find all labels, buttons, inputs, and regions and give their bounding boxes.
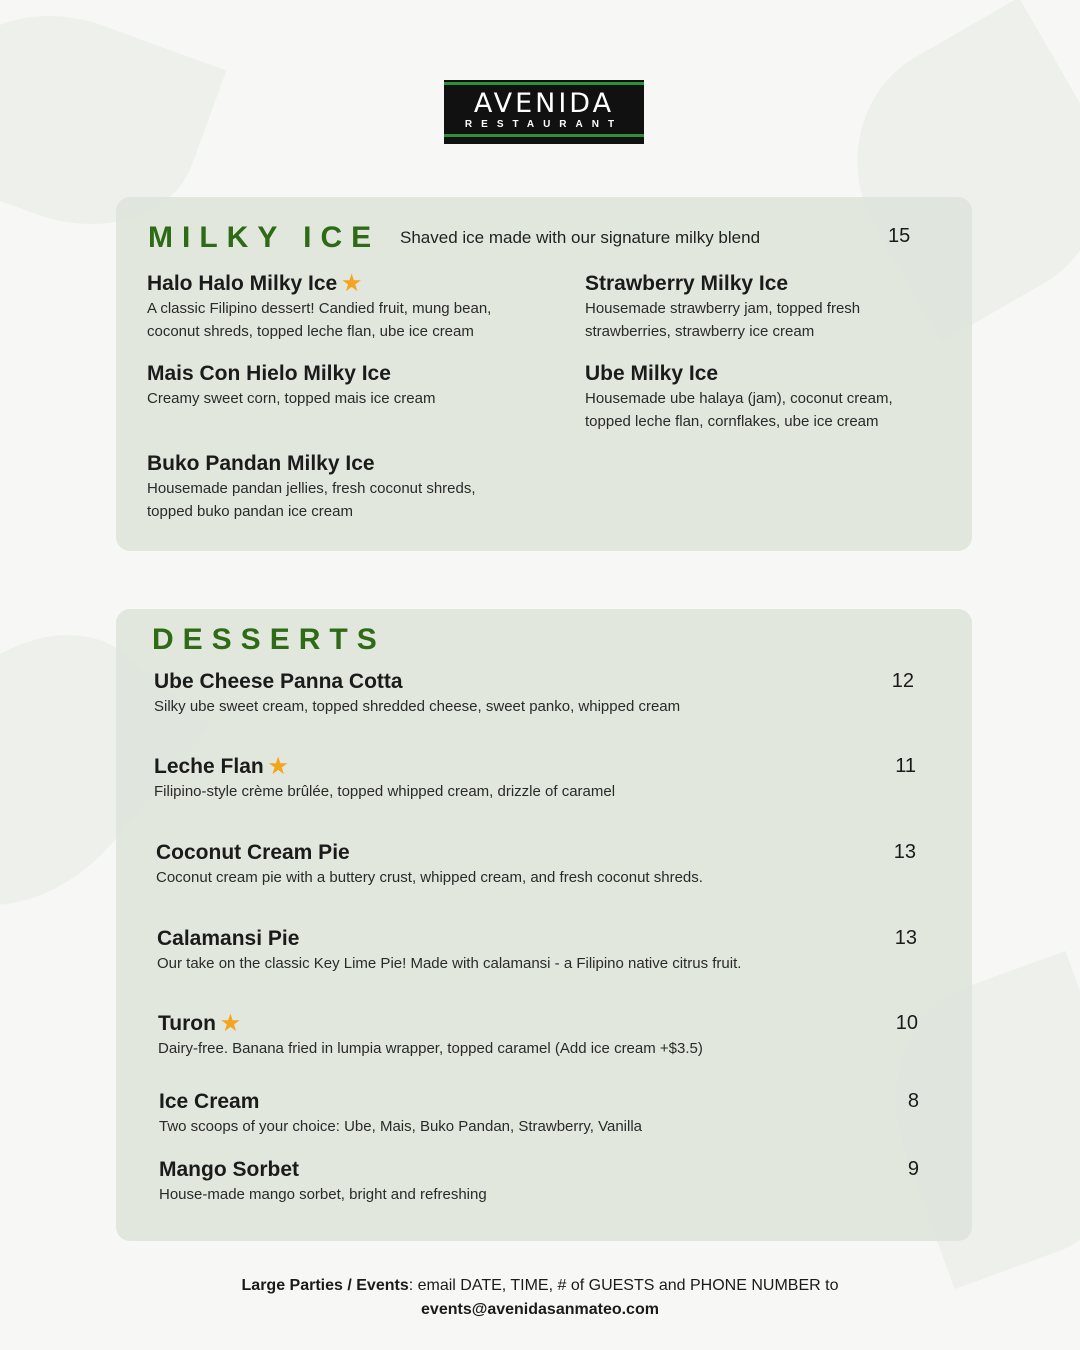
item-name: Coconut Cream Pie — [156, 841, 350, 864]
item-description: Silky ube sweet cream, topped shredded cheese, sweet panko, whipped cream — [154, 698, 681, 715]
milky-ice-panel — [116, 197, 972, 551]
menu-item — [147, 271, 527, 343]
item-price: 13 — [894, 927, 917, 949]
item-price: 13 — [893, 841, 916, 863]
footer-note — [0, 1274, 1080, 1322]
footer-line — [0, 1274, 1080, 1298]
milky-ice-note: Shaved ice made with our signature milky blend — [400, 228, 761, 247]
item-price: 9 — [907, 1158, 919, 1180]
item-name: Strawberry Milky Ice — [585, 272, 789, 295]
milky-ice-title: MILKY ICE — [148, 221, 381, 254]
item-description: Housemade ube halaya (jam), coconut cream, topped leche flan, cornflakes, ube ice cream — [585, 390, 893, 430]
menu-item — [157, 926, 857, 975]
item-name: Ube Cheese Panna Cotta — [154, 670, 403, 693]
item-description: House-made mango sorbet, bright and refreshing — [159, 1186, 487, 1203]
item-price: 12 — [891, 670, 914, 692]
events-email-link[interactable]: events@avenidasanmateo.com — [421, 1301, 659, 1318]
item-description: Two scoops of your choice: Ube, Mais, Buko Pandan, Strawberry, Vanilla — [159, 1118, 643, 1135]
menu-item — [159, 1089, 859, 1138]
item-price: 8 — [907, 1090, 919, 1112]
menu-item — [147, 451, 507, 523]
menu-item — [585, 271, 925, 343]
item-description: Housemade pandan jellies, fresh coconut shreds, topped buko pandan ice cream — [147, 480, 476, 520]
item-description: Filipino-style crème brûlée, topped whipped cream, drizzle of caramel — [154, 783, 616, 800]
menu-item — [154, 754, 854, 803]
item-description: Coconut cream pie with a buttery crust, whipped cream, and fresh coconut shreds. — [156, 869, 703, 886]
item-name: Mais Con Hielo Milky Ice — [147, 362, 391, 385]
footer-label: Large Parties / Events — [241, 1277, 409, 1294]
menu-item — [154, 669, 854, 718]
menu-item — [585, 361, 925, 433]
restaurant-logo — [444, 80, 644, 144]
item-name: Mango Sorbet — [159, 1158, 299, 1181]
logo-name: AVENIDA — [473, 88, 615, 119]
menu-item — [156, 840, 856, 889]
item-name: Ube Milky Ice — [585, 362, 719, 385]
footer-text: : email DATE, TIME, # of GUESTS and PHONE NUMBER to — [408, 1277, 839, 1294]
menu-item — [158, 1011, 858, 1060]
star-icon: ★ — [268, 755, 288, 778]
item-price: 10 — [895, 1012, 918, 1034]
logo-top-line — [444, 82, 644, 85]
desserts-title: DESSERTS — [152, 623, 386, 656]
item-price: 11 — [895, 755, 916, 777]
star-icon: ★ — [342, 272, 362, 295]
item-description: A classic Filipino dessert! Candied fruit, mung bean, coconut shreds, topped leche flan, ube ice cream — [147, 300, 492, 340]
item-description: Creamy sweet corn, topped mais ice cream — [147, 390, 436, 407]
item-description: Dairy-free. Banana fried in lumpia wrapper, topped caramel (Add ice cream +$3.5) — [158, 1040, 703, 1057]
item-name: Leche Flan ★ — [154, 755, 288, 778]
logo-subtitle: RESTAURANT — [464, 119, 624, 130]
item-name: Calamansi Pie — [157, 927, 300, 950]
item-name: Turon ★ — [158, 1012, 240, 1035]
star-icon: ★ — [220, 1012, 240, 1035]
item-name: Buko Pandan Milky Ice — [147, 452, 375, 475]
milky-ice-price: 15 — [888, 225, 911, 247]
logo-bottom-line — [444, 134, 644, 137]
item-description: Our take on the classic Key Lime Pie! Made with calamansi - a Filipino native citrus fruit. — [157, 955, 742, 972]
item-name: Ice Cream — [159, 1090, 260, 1113]
item-name: Halo Halo Milky Ice ★ — [147, 272, 362, 295]
menu-item — [159, 1157, 859, 1206]
menu-item — [147, 361, 527, 410]
item-description: Housemade strawberry jam, topped fresh strawberries, strawberry ice cream — [585, 300, 861, 340]
desserts-panel — [116, 609, 972, 1241]
